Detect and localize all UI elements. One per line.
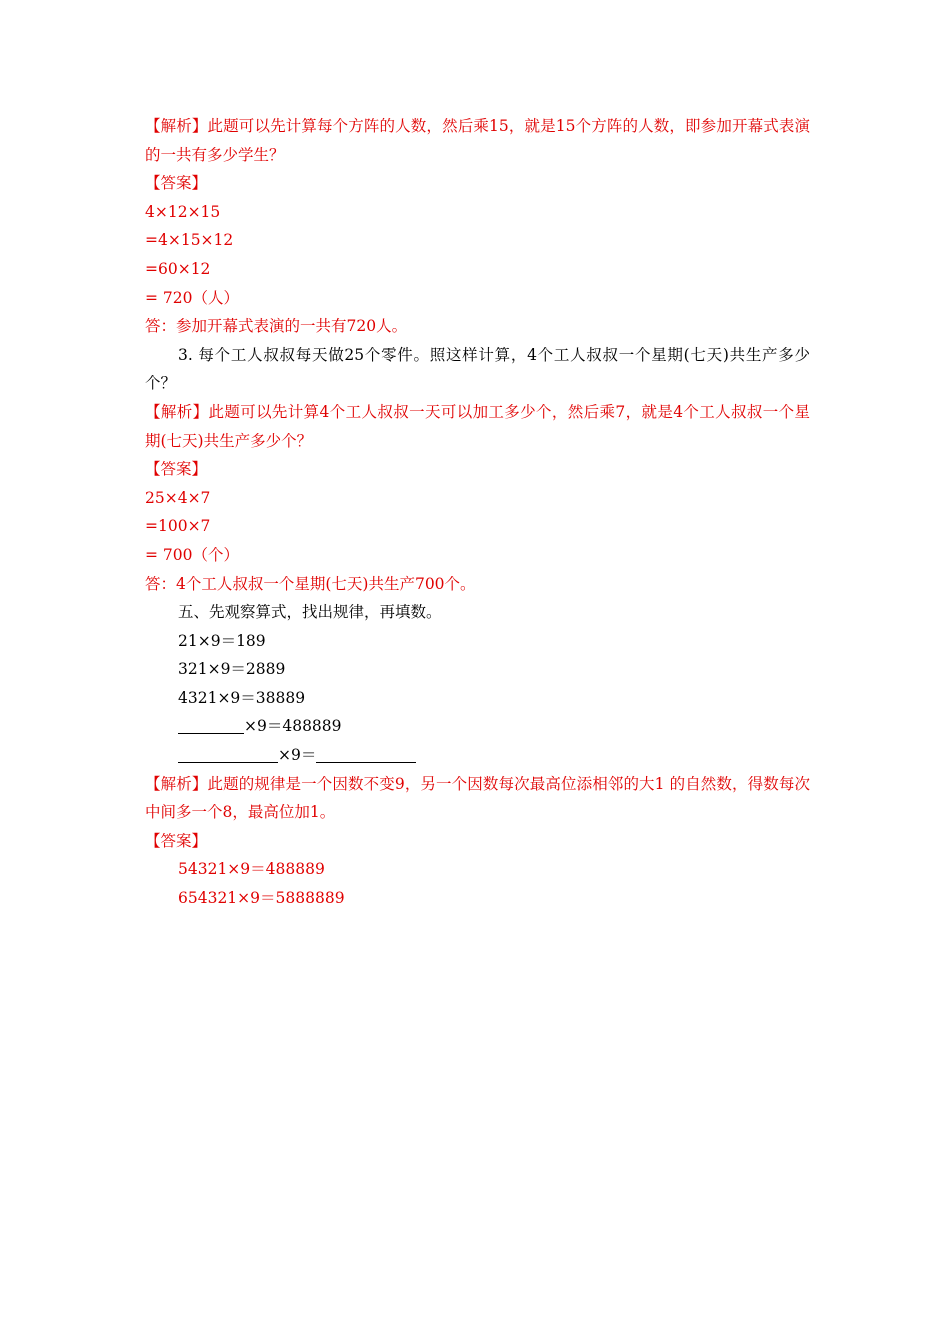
q5-row-1: 21×9＝189 <box>178 631 266 650</box>
q2-final-answer: 答：参加开幕式表演的一共有720人。 <box>145 317 408 336</box>
q5-blank-row-2-mid: ×9＝ <box>278 746 317 765</box>
q2-step-2: =4×15×12 <box>145 231 234 250</box>
q2-step-4: = 720（人） <box>145 288 239 307</box>
q5-answer-label: 【答案】 <box>145 831 208 850</box>
q3-step-2: =100×7 <box>145 517 211 536</box>
document-page <box>145 112 810 913</box>
q5-answer-1: 54321×9＝488889 <box>178 860 325 879</box>
fill-blank[interactable] <box>316 746 416 763</box>
q2-analysis: 【解析】此题可以先计算每个方阵的人数，然后乘15，就是15个方阵的人数，即参加开幕式表演的一共有多少学生？ <box>145 117 810 164</box>
q5-blank-row-1 <box>145 712 810 741</box>
q5-row-3: 4321×9＝38889 <box>178 688 306 707</box>
q3-step-3: = 700（个） <box>145 545 239 564</box>
q5-blank-row-1-tail: ×9＝488889 <box>244 717 342 736</box>
q3-answer-label: 【答案】 <box>145 460 208 479</box>
q3-step-1: 25×4×7 <box>145 488 211 507</box>
q5-blank-row-2 <box>145 741 810 770</box>
q5-analysis: 【解析】此题的规律是一个因数不变9，另一个因数每次最高位添相邻的大1 的自然数，得数每次中间多一个8，最高位加1。 <box>145 774 810 822</box>
q5-title: 五、先观察算式，找出规律，再填数。 <box>178 603 442 622</box>
q2-step-3: =60×12 <box>145 259 211 278</box>
q2-answer-label: 【答案】 <box>145 174 208 193</box>
q2-step-1: 4×12×15 <box>145 202 221 221</box>
q3-final-answer: 答：4个工人叔叔一个星期(七天)共生产700个。 <box>145 574 476 593</box>
q5-row-2: 321×9＝2889 <box>178 660 286 679</box>
q3-analysis: 【解析】此题可以先计算4个工人叔叔一天可以加工多少个，然后乘7，就是4个工人叔叔一个星期(七天)共生产多少个？ <box>145 402 810 450</box>
fill-blank[interactable] <box>178 717 244 734</box>
q5-answer-2: 654321×9＝5888889 <box>178 889 345 908</box>
q3-question: 3. 每个工人叔叔每天做25个零件。照这样计算，4个工人叔叔一个星期(七天)共生产多少个？ <box>145 345 810 393</box>
fill-blank[interactable] <box>178 746 278 763</box>
